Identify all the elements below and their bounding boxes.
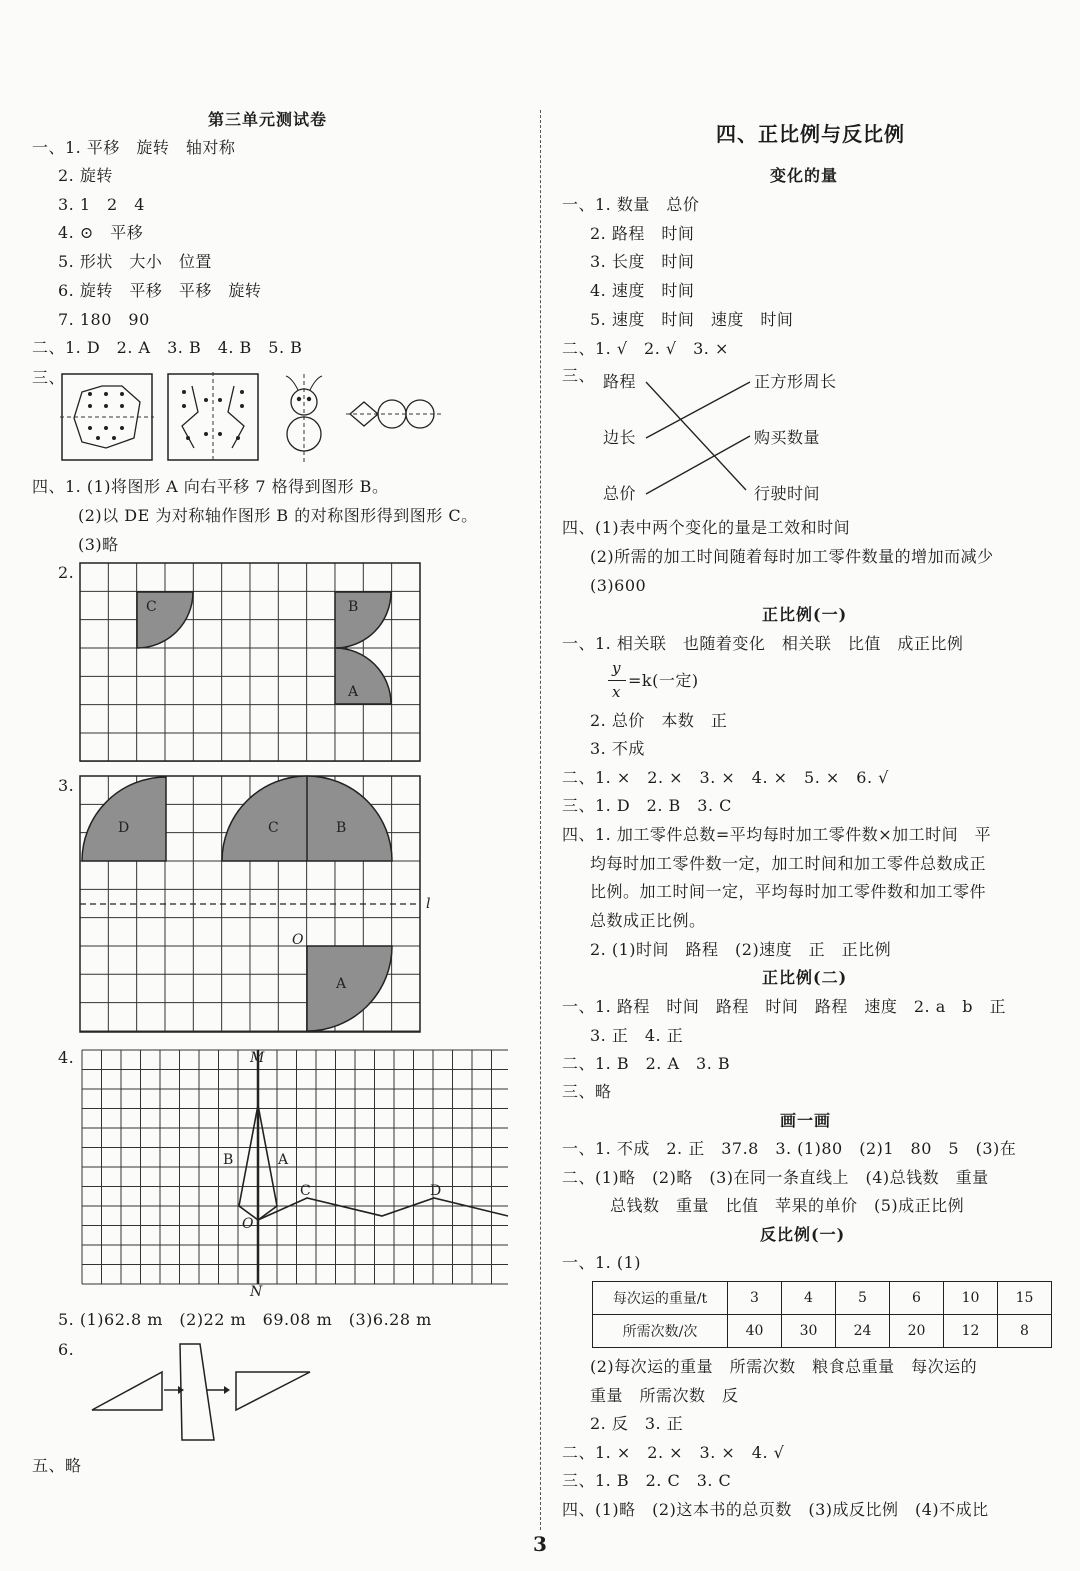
sec2-s4-line2: 均每时加工零件数一定，加工时间和加工零件总数成正 [590, 854, 987, 873]
sec1-s4-line1: 四、(1)表中两个变化的量是工效和时间 [562, 518, 851, 537]
fig4-label-d: D [430, 1183, 442, 1199]
right-title: 四、正比例与反比例 [716, 122, 905, 146]
sec1-s4-line2: (2)所需的加工时间随着每时加工零件数量的增加而减少 [590, 547, 994, 566]
fig2-number: 2. [58, 563, 75, 582]
sec1-s2: 二、1. √ 2. √ 3. × [562, 339, 729, 358]
fig4-label-m: M [250, 1050, 265, 1066]
l-s1-line5: 5. 形状 大小 位置 [58, 252, 212, 271]
table-cell: 每次运的重量/t [593, 1282, 728, 1315]
figure-2-grid [80, 563, 422, 763]
table-cell: 3 [728, 1282, 782, 1315]
table-cell: 8 [998, 1315, 1052, 1348]
l-s3: 三、 [32, 368, 66, 387]
figure-4-grid [82, 1050, 512, 1298]
page-number: 3 [533, 1532, 547, 1556]
match-right-1: 正方形周长 [754, 372, 837, 391]
sec3-s3: 三、略 [562, 1082, 612, 1101]
sec1-s4-line3: (3)600 [590, 576, 647, 595]
frac-numerator: y [612, 659, 621, 677]
fig2-label-a: A [348, 684, 359, 700]
l-s4-line1: 四、1. (1)将图形 A 向右平移 7 格得到图形 B。 [32, 477, 389, 496]
fig3-label-a: A [336, 976, 347, 992]
figure-6-triangles [90, 1340, 320, 1444]
dot-grid-figure-1 [60, 374, 154, 460]
sec1-title: 变化的量 [770, 166, 839, 185]
l-s1-line1: 一、1. 平移 旋转 轴对称 [32, 138, 236, 157]
dot-grid-figure-2 [168, 372, 258, 462]
table-row [593, 1315, 1052, 1348]
fig4-label-n: N [250, 1284, 263, 1300]
sec4-s2b: 总钱数 重量 比值 苹果的单价 (5)成正比例 [610, 1196, 965, 1215]
table-cell: 12 [944, 1315, 998, 1348]
match-left-3: 总价 [603, 484, 637, 503]
sec2-s4-line5: 2. (1)时间 路程 (2)速度 正 正比例 [590, 940, 892, 959]
table-cell: 5 [836, 1282, 890, 1315]
fig4-label-o: O [242, 1216, 254, 1232]
sec1-s1-line3: 3. 长度 时间 [590, 252, 695, 271]
matching-lines [640, 370, 760, 500]
sec2-s4-line3: 比例。加工时间一定，平均每时加工零件数和加工零件 [590, 882, 987, 901]
sec2-s4-line1: 四、1. 加工零件总数=平均每时加工零件数×加工时间 平 [562, 825, 992, 844]
fig4-label-a: A [278, 1152, 289, 1168]
sec5-after-line2: 重量 所需次数 反 [590, 1386, 739, 1405]
fig2-label-c: C [146, 599, 157, 615]
sec1-s1-line1: 一、1. 数量 总价 [562, 195, 700, 214]
sec3-s1b: 3. 正 4. 正 [590, 1026, 684, 1045]
figure-3-grid [80, 776, 430, 1036]
frac-denominator: x [612, 683, 621, 701]
fig2-label-b: B [348, 599, 359, 615]
l-s1-line7: 7. 180 90 [58, 310, 150, 329]
sec2-s1b-line1: 2. 总价 本数 正 [590, 711, 728, 730]
l-s1-line2: 2. 旋转 [58, 166, 113, 185]
sec1-s1-line5: 5. 速度 时间 速度 时间 [590, 310, 794, 329]
fig3-label-o: O [292, 932, 304, 948]
sec3-title: 正比例(二) [762, 968, 848, 987]
table-cell: 所需次数/次 [593, 1315, 728, 1348]
column-divider [540, 110, 541, 1530]
sec2-s2: 二、1. × 2. × 3. × 4. × 5. × 6. √ [562, 768, 889, 787]
frac-rest: =k(一定) [628, 671, 699, 690]
sec4-title: 画一画 [780, 1111, 832, 1130]
l-s1-line4: 4. ⊙ 平移 [58, 223, 144, 242]
sec1-s1-line2: 2. 路程 时间 [590, 224, 695, 243]
sec2-s1: 一、1. 相关联 也随着变化 相关联 比值 成正比例 [562, 634, 964, 653]
match-right-2: 购买数量 [754, 428, 821, 447]
sec4-s2: 二、(1)略 (2)略 (3)在同一条直线上 (4)总钱数 重量 [562, 1168, 989, 1187]
frac-bar [608, 680, 626, 681]
l-s4-line3: (3)略 [78, 535, 119, 554]
table-cell: 20 [890, 1315, 944, 1348]
l-s4-line2: (2)以 DE 为对称轴作图形 B 的对称图形得到图形 C。 [78, 506, 478, 525]
section3-figures [60, 372, 450, 464]
table-cell: 4 [782, 1282, 836, 1315]
sec3-s2: 二、1. B 2. A 3. B [562, 1054, 731, 1073]
sec5-after-line3: 2. 反 3. 正 [590, 1414, 684, 1433]
fig3-number: 3. [58, 776, 75, 795]
sec5-s2: 二、1. × 2. × 3. × 4. √ [562, 1443, 785, 1462]
fig4-label-b: B [223, 1152, 234, 1168]
data-table [592, 1281, 1052, 1348]
fig6-number: 6. [58, 1340, 75, 1359]
l-s1-line6: 6. 旋转 平移 平移 旋转 [58, 281, 262, 300]
diamond-circles-figure [346, 400, 442, 428]
sec3-s1: 一、1. 路程 时间 路程 时间 路程 速度 2. a b 正 [562, 997, 1006, 1016]
sec4-s1: 一、1. 不成 2. 正 37.8 3. (1)80 (2)1 80 5 (3)在 [562, 1139, 1017, 1158]
sec2-s4-line4: 总数成正比例。 [590, 911, 706, 930]
l-s5: 五、略 [32, 1456, 82, 1475]
fig3-label-l: l [426, 896, 431, 912]
table-cell: 10 [944, 1282, 998, 1315]
sec5-s3: 三、1. B 2. C 3. C [562, 1471, 732, 1490]
table-cell: 6 [890, 1282, 944, 1315]
table-cell: 30 [782, 1315, 836, 1348]
sec2-title: 正比例(一) [762, 605, 848, 624]
fig3-label-d: D [118, 820, 130, 836]
table-cell: 40 [728, 1315, 782, 1348]
fig4-number: 4. [58, 1048, 75, 1067]
l-s2: 二、1. D 2. A 3. B 4. B 5. B [32, 338, 303, 357]
table-cell: 15 [998, 1282, 1052, 1315]
sec2-s3: 三、1. D 2. B 3. C [562, 796, 732, 815]
sec1-s3: 三、 [562, 366, 596, 385]
fig4-label-c: C [300, 1183, 311, 1199]
fig3-label-b: B [336, 820, 347, 836]
match-right-3: 行驶时间 [754, 484, 821, 503]
table-cell: 24 [836, 1315, 890, 1348]
sec1-s1-line4: 4. 速度 时间 [590, 281, 695, 300]
sec5-title: 反比例(一) [760, 1225, 846, 1244]
match-left-2: 边长 [603, 428, 637, 447]
insect-figure [286, 374, 322, 462]
sec5-s4: 四、(1)略 (2)这本书的总页数 (3)成反比例 (4)不成比 [562, 1500, 989, 1519]
l-s1-line3: 3. 1 2 4 [58, 195, 145, 214]
left-title: 第三单元测试卷 [208, 110, 328, 129]
match-left-1: 路程 [603, 372, 637, 391]
table-row [593, 1282, 1052, 1315]
sec2-s1b-line2: 3. 不成 [590, 739, 645, 758]
l-q5: 5. (1)62.8 m (2)22 m 69.08 m (3)6.28 m [58, 1310, 432, 1329]
sec5-after-line1: (2)每次运的重量 所需次数 粮食总重量 每次运的 [590, 1357, 978, 1376]
sec5-s1: 一、1. (1) [562, 1253, 642, 1272]
fig3-label-c: C [268, 820, 279, 836]
